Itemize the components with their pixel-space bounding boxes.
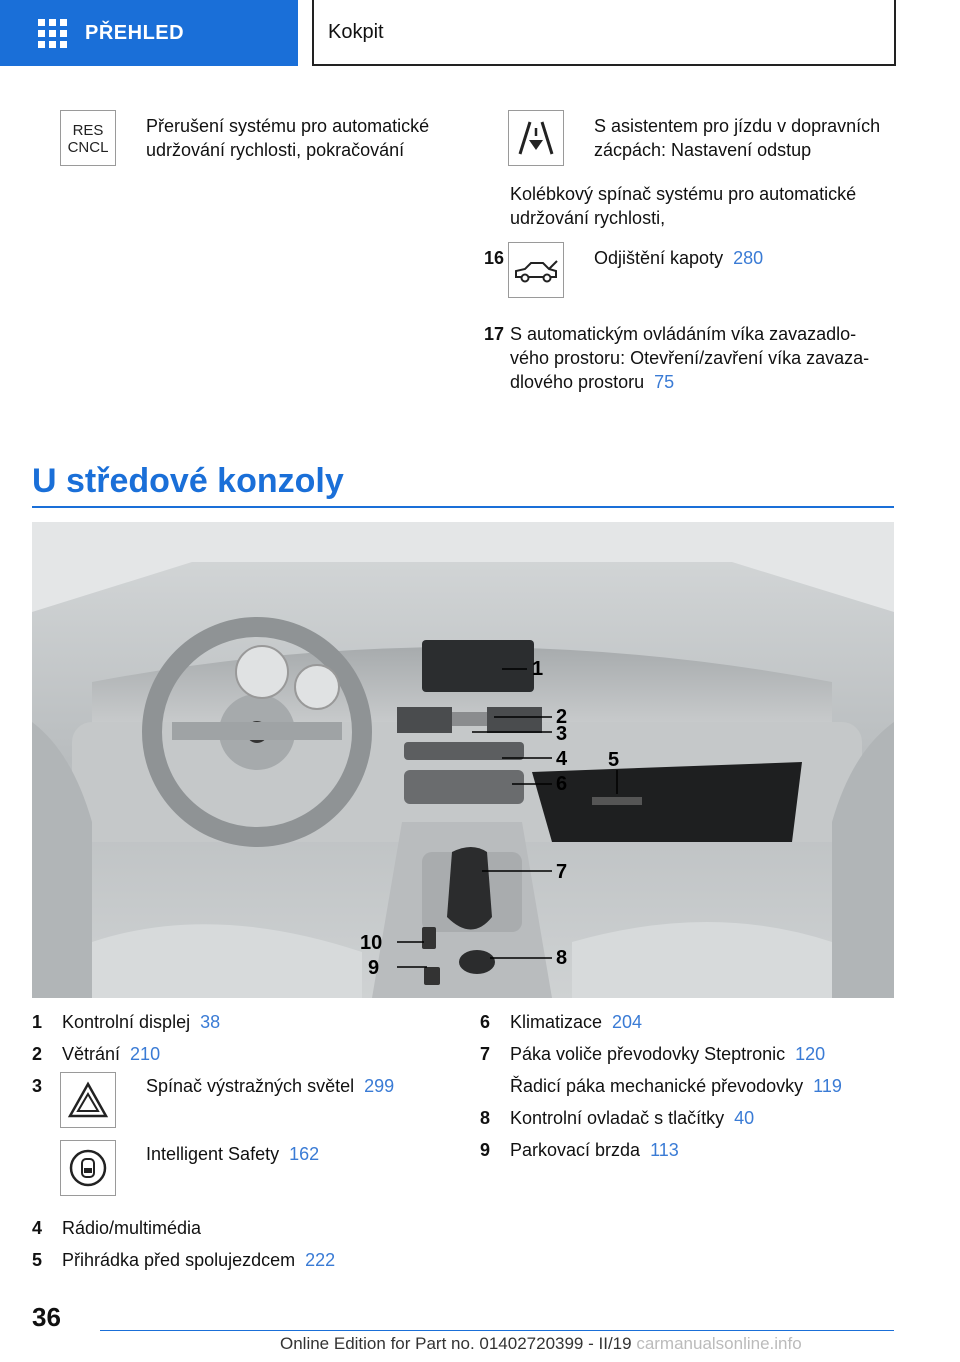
section-divider — [32, 506, 894, 508]
list-item-intelligent-safety-page-ref[interactable]: 162 — [289, 1144, 320, 1164]
list-item-5 — [62, 1248, 335, 1272]
item-17-number: 17 — [483, 324, 504, 344]
traffic-jam-assist-icon — [508, 110, 564, 166]
callout-5: 5 — [608, 749, 620, 771]
list-item-1-page-ref[interactable]: 38 — [200, 1012, 221, 1032]
item-17-page-ref[interactable]: 75 — [654, 372, 675, 392]
car-bonnet-icon — [508, 242, 564, 298]
list-item-6-number: 6 — [480, 1012, 491, 1032]
list-item-5-number: 5 — [32, 1250, 43, 1270]
list-item-6-text: Klimatizace — [510, 1012, 603, 1032]
list-item-5-text: Přihrádka před spolujezdcem — [62, 1250, 296, 1270]
footer-edition-text: Online Edition for Part no. 01402720399 - II/19 — [280, 1334, 632, 1353]
footer-divider — [100, 1330, 894, 1331]
list-item-7-page-ref[interactable]: 120 — [795, 1044, 826, 1064]
list-item-1 — [62, 1010, 220, 1034]
callout-6: 6 — [556, 773, 568, 795]
list-item-4-number: 4 — [32, 1218, 43, 1238]
item-17-text: S automatickým ovládáním víka zavazadlo-vého prostoru: Otevření/zavření víka zavaza-dlového prostoru — [510, 324, 870, 392]
list-item-3-number: 3 — [32, 1076, 43, 1096]
cockpit-photo — [32, 522, 894, 998]
list-item-3 — [146, 1074, 394, 1098]
list-item-9-text: Parkovací brzda — [510, 1140, 641, 1160]
item-16-page-ref[interactable]: 280 — [733, 248, 764, 268]
section-tab-label: Kokpit — [328, 20, 384, 43]
list-item-1-text: Kontrolní displej — [62, 1012, 191, 1032]
callout-1: 1 — [532, 658, 544, 680]
overview-tab-label: PŘEHLED — [85, 21, 185, 44]
callout-10: 10 — [360, 932, 383, 954]
callout-7: 7 — [556, 861, 568, 883]
list-item-4-text: Rádio/multimédia — [62, 1218, 202, 1238]
item-16-row — [594, 246, 894, 270]
list-item-1-number: 1 — [32, 1012, 43, 1032]
list-item-intelligent-safety — [146, 1142, 319, 1166]
cncl-icon-text: CNCL — [67, 139, 109, 156]
intelligent-safety-icon — [60, 1140, 116, 1196]
list-item-9-number: 9 — [480, 1140, 491, 1160]
callout-2: 2 — [556, 706, 568, 728]
list-item-7-manual — [510, 1074, 842, 1098]
footer-edition — [280, 1334, 802, 1354]
item-17-row — [510, 322, 890, 394]
callout-4: 4 — [556, 748, 568, 770]
traffic-jam-assist-description: S asistentem pro jízdu v dopravních zácpách: Nastavení odstup — [594, 116, 881, 160]
footer-watermark: carmanualsonline.info — [636, 1334, 802, 1353]
res-cncl-icon — [60, 110, 116, 166]
list-item-8 — [510, 1106, 754, 1130]
callout-8: 8 — [556, 947, 568, 969]
list-item-5-page-ref[interactable]: 222 — [305, 1250, 336, 1270]
top-bar — [0, 0, 960, 66]
list-item-3-page-ref[interactable]: 299 — [364, 1076, 395, 1096]
list-item-2-number: 2 — [32, 1044, 43, 1064]
section-title: U středové konzoly — [32, 462, 344, 500]
list-item-8-page-ref[interactable]: 40 — [734, 1108, 755, 1128]
page-number: 36 — [32, 1302, 61, 1332]
list-item-7-text: Páka voliče převodovky Steptronic — [510, 1044, 786, 1064]
list-item-6-page-ref[interactable]: 204 — [612, 1012, 643, 1032]
hazard-warning-icon — [60, 1072, 116, 1128]
list-item-2-text: Větrání — [62, 1044, 121, 1064]
list-item-4 — [62, 1216, 201, 1240]
item-16-text: Odjištění kapoty — [594, 248, 724, 268]
list-item-9-page-ref[interactable]: 113 — [650, 1140, 679, 1160]
list-item-2 — [62, 1042, 160, 1066]
list-item-9 — [510, 1138, 679, 1162]
list-item-6 — [510, 1010, 642, 1034]
callout-3: 3 — [556, 723, 568, 745]
list-item-2-page-ref[interactable]: 210 — [130, 1044, 161, 1064]
res-cncl-description: Přerušení systému pro automatické udržování rychlosti, pokračování — [146, 116, 430, 160]
callout-9: 9 — [368, 957, 380, 979]
rocker-switch-description: Kolébkový spínač systému pro automatické udržování rychlosti, — [510, 184, 857, 228]
grid-menu-icon — [38, 19, 67, 48]
overview-tab[interactable] — [0, 0, 298, 66]
item-16-number: 16 — [483, 248, 504, 268]
list-item-intelligent-safety-text: Intelligent Safety — [146, 1144, 280, 1164]
list-item-8-number: 8 — [480, 1108, 491, 1128]
list-item-7 — [510, 1042, 825, 1066]
res-icon-text: RES — [72, 122, 104, 139]
list-item-8-text: Kontrolní ovladač s tlačítky — [510, 1108, 725, 1128]
section-tab[interactable] — [312, 0, 896, 66]
list-item-7-manual-text: Řadicí páka mechanické převodovky — [510, 1076, 804, 1096]
list-item-7-manual-page-ref[interactable]: 119 — [813, 1076, 842, 1096]
list-item-3-text: Spínač výstražných světel — [146, 1076, 355, 1096]
list-item-7-number: 7 — [480, 1044, 491, 1064]
